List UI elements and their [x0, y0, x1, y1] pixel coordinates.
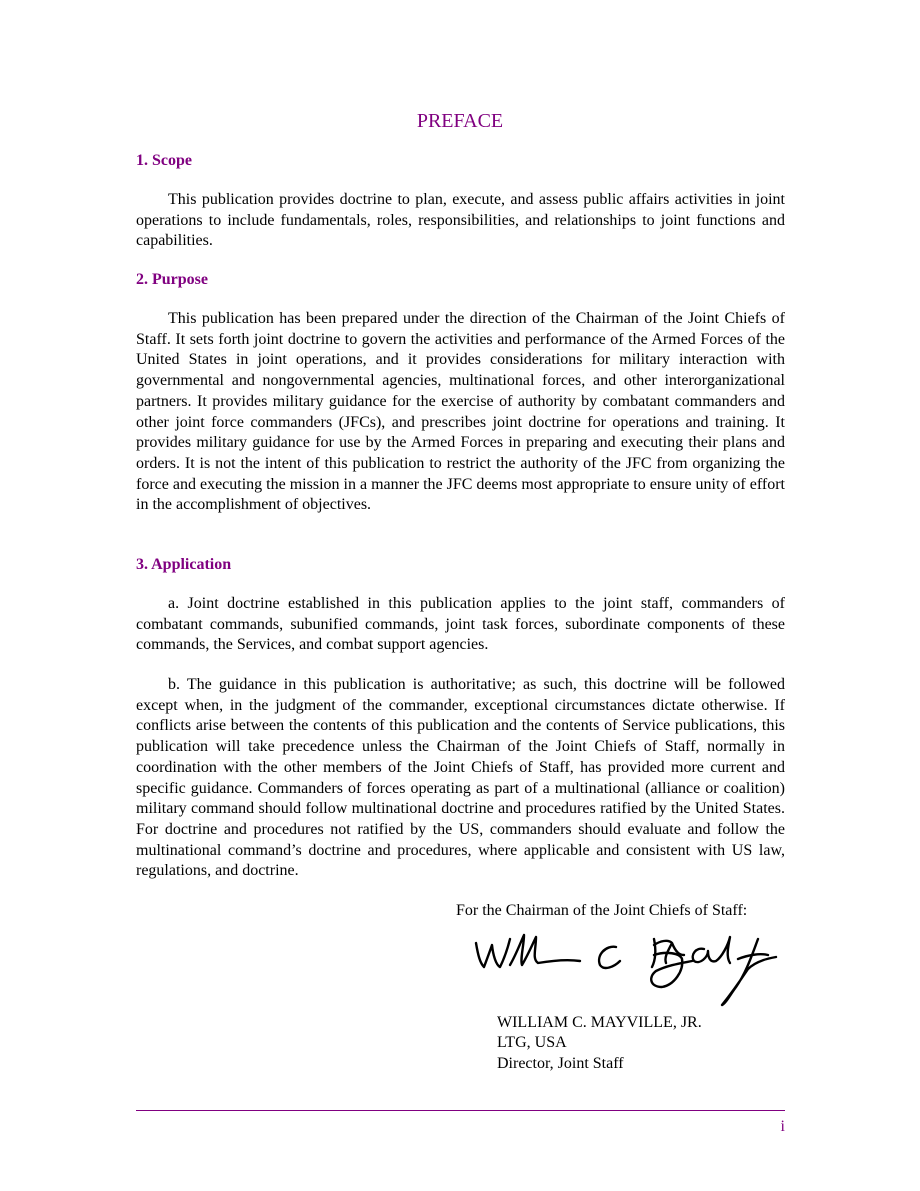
page-number: i: [780, 1118, 785, 1135]
purpose-heading: 2. Purpose: [136, 271, 208, 288]
scope-paragraph: This publication provides doctrine to plan, execute, and assess public affairs activities in joint operations to include fundamentals, roles, responsibilities, and relationships to joint functions and capabilities.: [136, 191, 785, 250]
handwritten-signature: [468, 925, 788, 1010]
scope-heading: 1. Scope: [136, 152, 192, 169]
page-title: PREFACE: [416, 110, 504, 132]
application-paragraph-b: b. The guidance in this publication is authoritative; as such, this doctrine will be followed except when, in the judgment of the commander, exceptional circumstances dictate otherwise. If conflicts arise between the contents of this publication and the contents of Service publications, this publication will take precedence unless the Chairman of the Joint Chiefs of Staff, normally in coordination with the other members of the Joint Chiefs of Staff, has provided more current and specific guidance. Commanders of forces operating as part of a multinational (alliance or coalition) military command should follow multinational doctrine and procedures ratified by the United States. For doctrine and procedures not ratified by the US, commanders should evaluate and follow the multinational command’s doctrine and procedures, where applicable and consistent with US law, regulations, and doctrine.: [136, 676, 785, 880]
application-paragraph-a: a. Joint doctrine established in this publication applies to the joint staff, commanders of combatant commands, subunified commands, joint task forces, subordinate components of these commands, the Services, and combat support agencies.: [136, 595, 785, 654]
purpose-paragraph: This publication has been prepared under the direction of the Chairman of the Joint Chiefs of Staff. It sets forth joint doctrine to govern the activities and performance of the Armed Forces of the United States in joint operations, and it provides considerations for military interaction with governmental and nongovernmental agencies, multinational forces, and other interorganizational partners. It provides military guidance for the exercise of authority by combatant commanders and other joint force commanders (JFCs), and prescribes joint doctrine for operations and training. It provides military guidance for use by the Armed Forces in preparing and executing their plans and orders. It is not the intent of this publication to restrict the authority of the JFC from organizing the force and executing the mission in a manner the JFC deems most appropriate to ensure unity of effort in the accomplishment of objectives.: [136, 310, 785, 514]
signature-for-line: For the Chairman of the Joint Chiefs of Staff:: [456, 902, 748, 919]
signatory-position: Director, Joint Staff: [497, 1055, 624, 1072]
application-heading: 3. Application: [136, 556, 232, 573]
footer-rule: [136, 1110, 785, 1111]
signatory-name: WILLIAM C. MAYVILLE, JR.: [497, 1014, 702, 1031]
signatory-rank: LTG, USA: [497, 1034, 567, 1051]
